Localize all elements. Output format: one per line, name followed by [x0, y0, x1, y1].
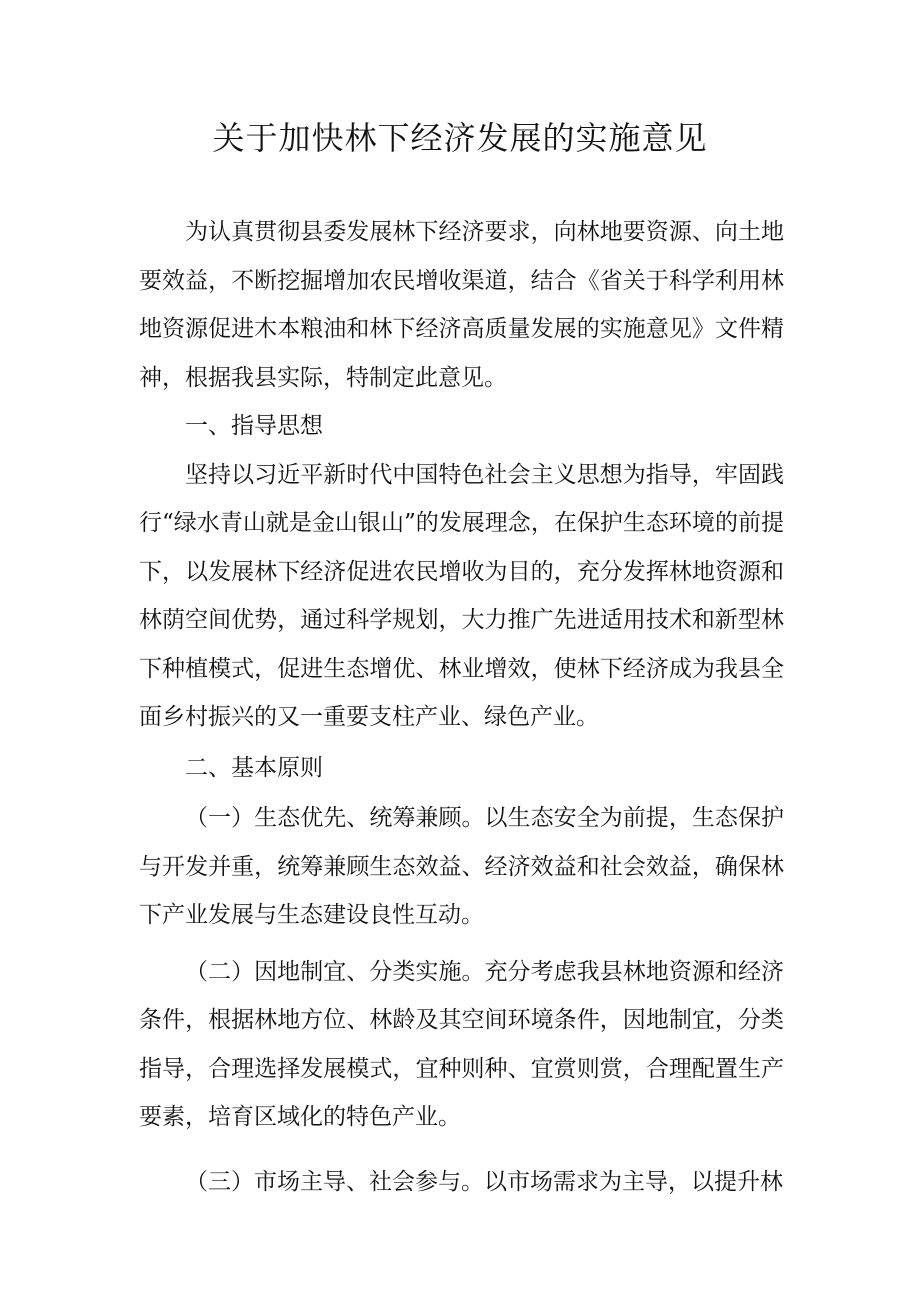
document-title: 关于加快林下经济发展的实施意见 [212, 119, 708, 157]
principle-item-3: （三）市场主导、社会参与。以市场需求为主导，以提升林 [185, 1168, 783, 1195]
section-heading-guiding-ideology: 一、指导思想 [185, 413, 323, 439]
principle-item-1: （一）生态优先、统筹兼顾。以生态安全为前提，生态保护与开发并重，统筹兼顾生态效益、经济效益和社会效益，确保林下产业发展与生态建设良性互动。 [139, 805, 784, 928]
document-body [139, 208, 784, 1206]
section-heading-basic-principles: 二、基本原则 [185, 754, 323, 781]
guiding-ideology-paragraph: 坚持以习近平新时代中国特色社会主义思想为指导，牢固践行“绿水青山就是金山银山”的发展理念，在保护生态环境的前提下，以发展林下经济促进农民增收为目的，充分发挥林地资源和林荫空间优势，通过科学规划，大力推广先进适用技术和新型林下种植模式，促进生态增优、林业增效，使林下经济成为我县全面乡村振兴的又一重要支柱产业、绿色产业。 [139, 461, 784, 730]
intro-paragraph: 为认真贯彻县委发展林下经济要求，向林地要资源、向土地要效益，不断挖掘增加农民增收渠道，结合《省关于科学利用林地资源促进木本粮油和林下经济高质量发展的实施意见》文件精神，根据我县实际，特制定此意见。 [139, 219, 784, 391]
principle-item-2: （二）因地制宜、分类实施。充分考虑我县林地资源和经济条件，根据林地方位、林龄及其空间环境条件，因地制宜，分类指导，合理选择发展模式，宜种则种、宜赏则赏，合理配置生产要素，培育区域化的特色产业。 [139, 958, 784, 1130]
